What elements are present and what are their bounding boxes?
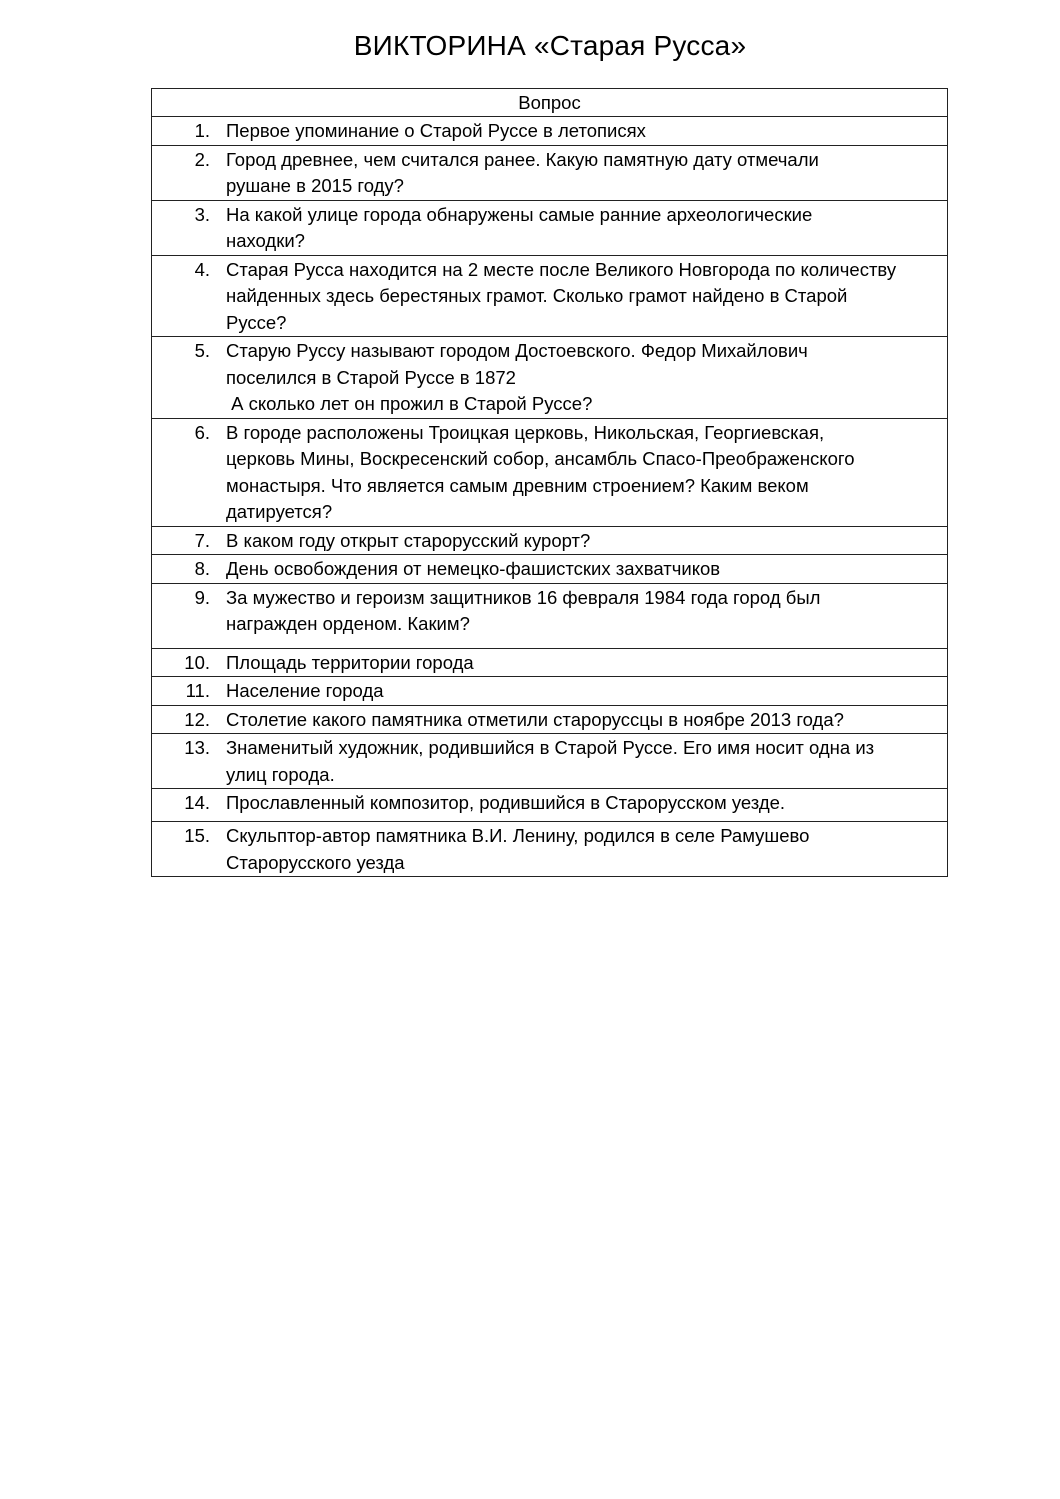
question-text: Город древнее, чем считался ранее. Какую памятную дату отмечали bbox=[226, 148, 819, 170]
question-text: Прославленный композитор, родившийся в Старорусском уезде. bbox=[226, 792, 786, 813]
table-row bbox=[152, 145, 948, 200]
table-row bbox=[152, 583, 948, 648]
question-number: 1. bbox=[194, 120, 210, 141]
question-number: 11. bbox=[185, 680, 210, 701]
question-text: В каком году открыт старорусский курорт? bbox=[226, 529, 591, 551]
question-number: 5. bbox=[194, 340, 210, 361]
question-text: Знаменитый художник, родившийся в Старой Руссе. Его имя носит одна из bbox=[226, 737, 875, 758]
table-row bbox=[152, 255, 948, 337]
question-text: Скульптор-автор памятника В.И. Ленину, родился в селе Рамушево bbox=[226, 825, 810, 846]
question-text: Население города bbox=[226, 680, 384, 701]
question-text: Первое упоминание о Старой Руссе в летописях bbox=[226, 120, 646, 141]
question-number: 10. bbox=[184, 651, 210, 673]
question-text: Руссе? bbox=[226, 311, 287, 333]
question-text: Старая Русса находится на 2 месте после Великого Новгорода по количеству bbox=[226, 258, 897, 280]
table-row bbox=[152, 555, 948, 584]
question-text: датируется? bbox=[226, 501, 333, 522]
question-text: Столетие какого памятника отметили старорусcцы в ноябре 2013 года? bbox=[226, 708, 844, 730]
question-text: награжден орденом. Каким? bbox=[226, 613, 470, 634]
question-number: 8. bbox=[194, 558, 210, 579]
table-row bbox=[152, 705, 948, 734]
table-header-row bbox=[152, 89, 948, 117]
table-row bbox=[152, 677, 948, 706]
table-row bbox=[152, 117, 948, 146]
question-number: 14. bbox=[184, 792, 210, 813]
question-text: День освобождения от немецко-фашистских захватчиков bbox=[226, 558, 721, 579]
question-text: рушане в 2015 году? bbox=[226, 175, 404, 196]
question-text: А сколько лет он прожил в Старой Руссе? bbox=[226, 393, 593, 414]
question-text: церковь Мины, Воскресенский собор, ансамбль Спасо-Преображенского bbox=[226, 448, 855, 469]
question-text: поселился в Старой Руссе в 1872 bbox=[226, 366, 516, 388]
question-text: Старую Руссу называют городом Достоевского. Федор Михайлович bbox=[226, 340, 808, 361]
question-number: 3. bbox=[194, 203, 210, 225]
question-number: 15. bbox=[184, 825, 210, 846]
table-row bbox=[152, 734, 948, 789]
table-row bbox=[152, 418, 948, 526]
page-title: ВИКТОРИНА «Старая Русса» bbox=[353, 30, 747, 61]
question-text: За мужество и героизм защитников 16 февраля 1984 года город был bbox=[226, 586, 821, 608]
quiz-table bbox=[151, 88, 948, 877]
question-text: найденных здесь берестяных грамот. Сколько грамот найдено в Старой bbox=[226, 285, 848, 306]
question-text: находки? bbox=[226, 230, 305, 251]
question-number: 7. bbox=[194, 529, 210, 551]
question-text: Старорусского уезда bbox=[226, 851, 405, 873]
question-text: улиц города. bbox=[226, 763, 335, 785]
table-row bbox=[152, 822, 948, 877]
question-number: 13. bbox=[184, 737, 210, 758]
question-number: 4. bbox=[194, 258, 210, 280]
question-number: 2. bbox=[194, 148, 210, 170]
question-number: 6. bbox=[194, 421, 210, 443]
column-header-question: Вопрос bbox=[152, 89, 948, 117]
question-text: монастыря. Что является самым древним строением? Каким веком bbox=[226, 474, 809, 496]
table-row bbox=[152, 526, 948, 555]
table-row bbox=[152, 337, 948, 419]
table-row bbox=[152, 648, 948, 677]
question-text: В городе расположены Троицкая церковь, Никольская, Георгиевская, bbox=[226, 421, 825, 443]
question-number: 12. bbox=[184, 708, 210, 730]
question-text: Площадь территории города bbox=[226, 651, 474, 673]
question-number: 9. bbox=[194, 586, 210, 608]
table-row bbox=[152, 200, 948, 255]
table-row bbox=[152, 789, 948, 822]
question-text: На какой улице города обнаружены самые ранние археологические bbox=[226, 203, 813, 225]
